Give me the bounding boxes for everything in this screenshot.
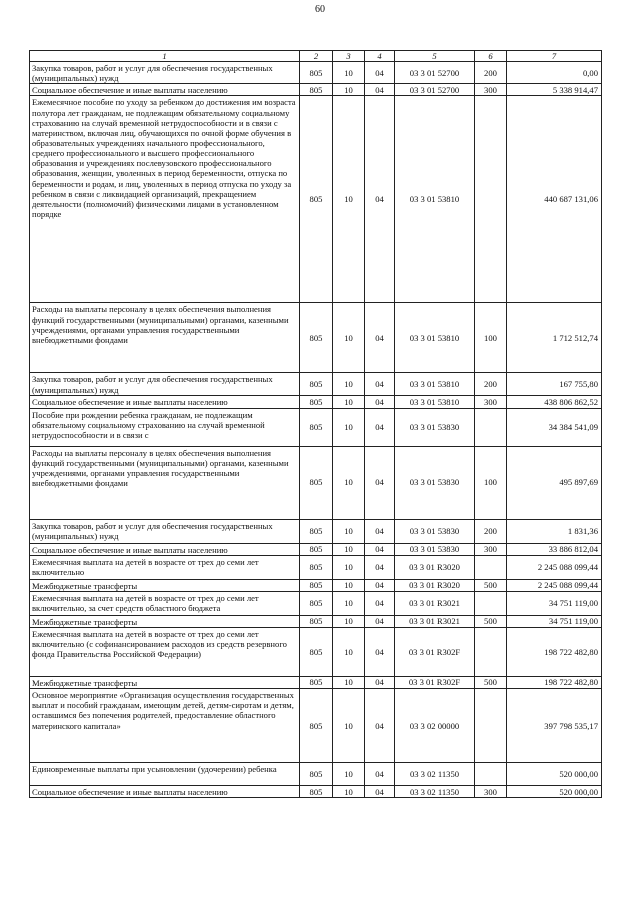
amount: 2 245 088 099,44: [507, 555, 602, 579]
ved-code: 805: [300, 689, 333, 763]
target-article-code: 03 3 01 53810: [395, 373, 475, 396]
section-code: 10: [333, 396, 365, 408]
subsection-code: 04: [365, 689, 395, 763]
subsection-code: 04: [365, 519, 395, 543]
amount: 1 831,36: [507, 519, 602, 543]
ved-code: 805: [300, 446, 333, 519]
subsection-code: 04: [365, 84, 395, 96]
table-row: [30, 96, 602, 303]
page-number: 60: [315, 4, 325, 15]
row-name: Единовременные выплаты при усыновлении (удочерении) ребенка: [30, 763, 300, 786]
expense-type-code: 300: [475, 543, 507, 555]
ved-code: 805: [300, 408, 333, 446]
target-article-code: 03 3 02 11350: [395, 763, 475, 786]
row-name: Ежемесячная выплата на детей в возрасте от трех до семи лет включительно (с софинансированием расходов из средств резервного фонда Правительства Российской Федерации): [30, 627, 300, 676]
target-article-code: 03 3 01 R3021: [395, 615, 475, 627]
table-row: [30, 84, 602, 96]
table-row: [30, 373, 602, 396]
expense-type-code: 500: [475, 579, 507, 591]
target-article-code: 03 3 01 R3021: [395, 591, 475, 615]
amount: 397 798 535,17: [507, 689, 602, 763]
ved-code: 805: [300, 396, 333, 408]
ved-code: 805: [300, 591, 333, 615]
subsection-code: 04: [365, 543, 395, 555]
column-header: 3: [333, 51, 365, 62]
section-code: 10: [333, 373, 365, 396]
target-article-code: 03 3 01 53810: [395, 96, 475, 303]
ved-code: 805: [300, 627, 333, 676]
amount: 440 687 131,06: [507, 96, 602, 303]
table-row: [30, 62, 602, 84]
section-code: 10: [333, 579, 365, 591]
table-row: [30, 543, 602, 555]
expense-type-code: [475, 96, 507, 303]
expense-type-code: 300: [475, 396, 507, 408]
ved-code: 805: [300, 579, 333, 591]
expense-type-code: [475, 763, 507, 786]
ved-code: 805: [300, 555, 333, 579]
table-row: [30, 763, 602, 786]
column-header: 4: [365, 51, 395, 62]
subsection-code: 04: [365, 627, 395, 676]
section-code: 10: [333, 689, 365, 763]
expense-type-code: 100: [475, 303, 507, 373]
expense-type-code: 300: [475, 84, 507, 96]
expense-type-code: [475, 591, 507, 615]
column-header: 1: [30, 51, 300, 62]
table-row: [30, 786, 602, 798]
expense-type-code: 200: [475, 62, 507, 84]
column-header: 6: [475, 51, 507, 62]
subsection-code: 04: [365, 446, 395, 519]
amount: 2 245 088 099,44: [507, 579, 602, 591]
target-article-code: 03 3 01 R3020: [395, 579, 475, 591]
target-article-code: 03 3 01 52700: [395, 84, 475, 96]
subsection-code: 04: [365, 615, 395, 627]
section-code: 10: [333, 62, 365, 84]
ved-code: 805: [300, 676, 333, 688]
amount: 0,00: [507, 62, 602, 84]
subsection-code: 04: [365, 408, 395, 446]
subsection-code: 04: [365, 373, 395, 396]
expense-type-code: 200: [475, 373, 507, 396]
expense-type-code: [475, 689, 507, 763]
row-name: Межбюджетные трансферты: [30, 676, 300, 688]
section-code: 10: [333, 786, 365, 798]
table-row: [30, 615, 602, 627]
table-row: [30, 303, 602, 373]
section-code: 10: [333, 84, 365, 96]
amount: 34 751 119,00: [507, 615, 602, 627]
expense-type-code: 500: [475, 615, 507, 627]
column-header: 5: [395, 51, 475, 62]
table-row: [30, 579, 602, 591]
ved-code: 805: [300, 786, 333, 798]
subsection-code: 04: [365, 579, 395, 591]
section-code: 10: [333, 591, 365, 615]
table-row: [30, 408, 602, 446]
target-article-code: 03 3 02 00000: [395, 689, 475, 763]
subsection-code: 04: [365, 396, 395, 408]
column-header: 7: [507, 51, 602, 62]
expense-type-code: [475, 627, 507, 676]
expense-type-code: 200: [475, 519, 507, 543]
ved-code: 805: [300, 519, 333, 543]
table-row: [30, 591, 602, 615]
row-name: Межбюджетные трансферты: [30, 579, 300, 591]
subsection-code: 04: [365, 555, 395, 579]
row-name: Пособие при рождении ребенка гражданам, не подлежащим обязательному социальному страхованию на случай временной нетрудоспособности и в связи с: [30, 408, 300, 446]
table-row: [30, 519, 602, 543]
target-article-code: 03 3 01 53830: [395, 446, 475, 519]
ved-code: 805: [300, 615, 333, 627]
table-header-row: [30, 51, 602, 62]
target-article-code: 03 3 01 53830: [395, 519, 475, 543]
row-name: Закупка товаров, работ и услуг для обеспечения государственных (муниципальных) нужд: [30, 373, 300, 396]
expense-type-code: [475, 408, 507, 446]
subsection-code: 04: [365, 591, 395, 615]
expense-type-code: 300: [475, 786, 507, 798]
target-article-code: 03 3 01 53830: [395, 543, 475, 555]
row-name: Закупка товаров, работ и услуг для обеспечения государственных (муниципальных) нужд: [30, 519, 300, 543]
section-code: 10: [333, 627, 365, 676]
target-article-code: 03 3 01 53810: [395, 303, 475, 373]
section-code: 10: [333, 519, 365, 543]
section-code: 10: [333, 615, 365, 627]
section-code: 10: [333, 96, 365, 303]
row-name: Ежемесячная выплата на детей в возрасте от трех до семи лет включительно: [30, 555, 300, 579]
table-row: [30, 627, 602, 676]
row-name: Социальное обеспечение и иные выплаты населению: [30, 786, 300, 798]
target-article-code: 03 3 01 53830: [395, 408, 475, 446]
column-header: 2: [300, 51, 333, 62]
subsection-code: 04: [365, 303, 395, 373]
row-name: Социальное обеспечение и иные выплаты населению: [30, 84, 300, 96]
section-code: 10: [333, 763, 365, 786]
ved-code: 805: [300, 543, 333, 555]
budget-table: [29, 50, 602, 798]
subsection-code: 04: [365, 763, 395, 786]
ved-code: 805: [300, 763, 333, 786]
section-code: 10: [333, 446, 365, 519]
table-row: [30, 446, 602, 519]
subsection-code: 04: [365, 676, 395, 688]
expense-type-code: [475, 555, 507, 579]
row-name: Межбюджетные трансферты: [30, 615, 300, 627]
amount: 167 755,80: [507, 373, 602, 396]
subsection-code: 04: [365, 96, 395, 303]
amount: 1 712 512,74: [507, 303, 602, 373]
section-code: 10: [333, 676, 365, 688]
section-code: 10: [333, 303, 365, 373]
row-name: Ежемесячное пособие по уходу за ребенком до достижения им возраста полутора лет гражданам, не подлежащим обязательному социальному страхованию на случай временной нетрудоспособности и в связи с материнством, включая лиц, обучающихся по очной форме обучения в образовательных учреждениях начального профессионального, среднего профессионального и высшего профессионального образования и учреждениях послевузовского профессионального образования, женщин, уволенных в период беременности, отпуска по беременности и родам, и лиц, уволенных в период отпуска по уходу за ребенком в связи с ликвидацией организаций, прекращением деятельности (полномочий) физическими лицами в установленном порядке: [30, 96, 300, 303]
row-name: Ежемесячная выплата на детей в возрасте от трех до семи лет включительно, за счет средств областного бюджета: [30, 591, 300, 615]
amount: 438 806 862,52: [507, 396, 602, 408]
row-name: Расходы на выплаты персоналу в целях обеспечения выполнения функций государственными (муниципальными) органами, казенными учреждениями, органами управления государственными внебюджетными фондами: [30, 303, 300, 373]
row-name: Расходы на выплаты персоналу в целях обеспечения выполнения функций государственными (муниципальными) органами, казенными учреждениями, органами управления государственными внебюджетными фондами: [30, 446, 300, 519]
ved-code: 805: [300, 96, 333, 303]
ved-code: 805: [300, 84, 333, 96]
target-article-code: 03 3 01 53810: [395, 396, 475, 408]
ved-code: 805: [300, 62, 333, 84]
row-name: Закупка товаров, работ и услуг для обеспечения государственных (муниципальных) нужд: [30, 62, 300, 84]
row-name: Социальное обеспечение и иные выплаты населению: [30, 396, 300, 408]
target-article-code: 03 3 02 11350: [395, 786, 475, 798]
amount: 495 897,69: [507, 446, 602, 519]
subsection-code: 04: [365, 786, 395, 798]
row-name: Социальное обеспечение и иные выплаты населению: [30, 543, 300, 555]
expense-type-code: 100: [475, 446, 507, 519]
table-row: [30, 555, 602, 579]
amount: 34 751 119,00: [507, 591, 602, 615]
ved-code: 805: [300, 373, 333, 396]
amount: 520 000,00: [507, 763, 602, 786]
section-code: 10: [333, 408, 365, 446]
target-article-code: 03 3 01 52700: [395, 62, 475, 84]
amount: 198 722 482,80: [507, 676, 602, 688]
table-row: [30, 396, 602, 408]
section-code: 10: [333, 555, 365, 579]
table-row: [30, 676, 602, 688]
subsection-code: 04: [365, 62, 395, 84]
table-row: [30, 689, 602, 763]
amount: 198 722 482,80: [507, 627, 602, 676]
target-article-code: 03 3 01 R302F: [395, 627, 475, 676]
amount: 34 384 541,09: [507, 408, 602, 446]
expense-type-code: 500: [475, 676, 507, 688]
amount: 5 338 914,47: [507, 84, 602, 96]
amount: 520 000,00: [507, 786, 602, 798]
amount: 33 886 812,04: [507, 543, 602, 555]
ved-code: 805: [300, 303, 333, 373]
target-article-code: 03 3 01 R3020: [395, 555, 475, 579]
section-code: 10: [333, 543, 365, 555]
row-name: Основное мероприятие «Организация осуществления государственных выплат и пособий гражданам, имеющим детей, детям-сиротам и детям, оставшимся без попечения родителей, предоставление областного материнского капитала»: [30, 689, 300, 763]
target-article-code: 03 3 01 R302F: [395, 676, 475, 688]
